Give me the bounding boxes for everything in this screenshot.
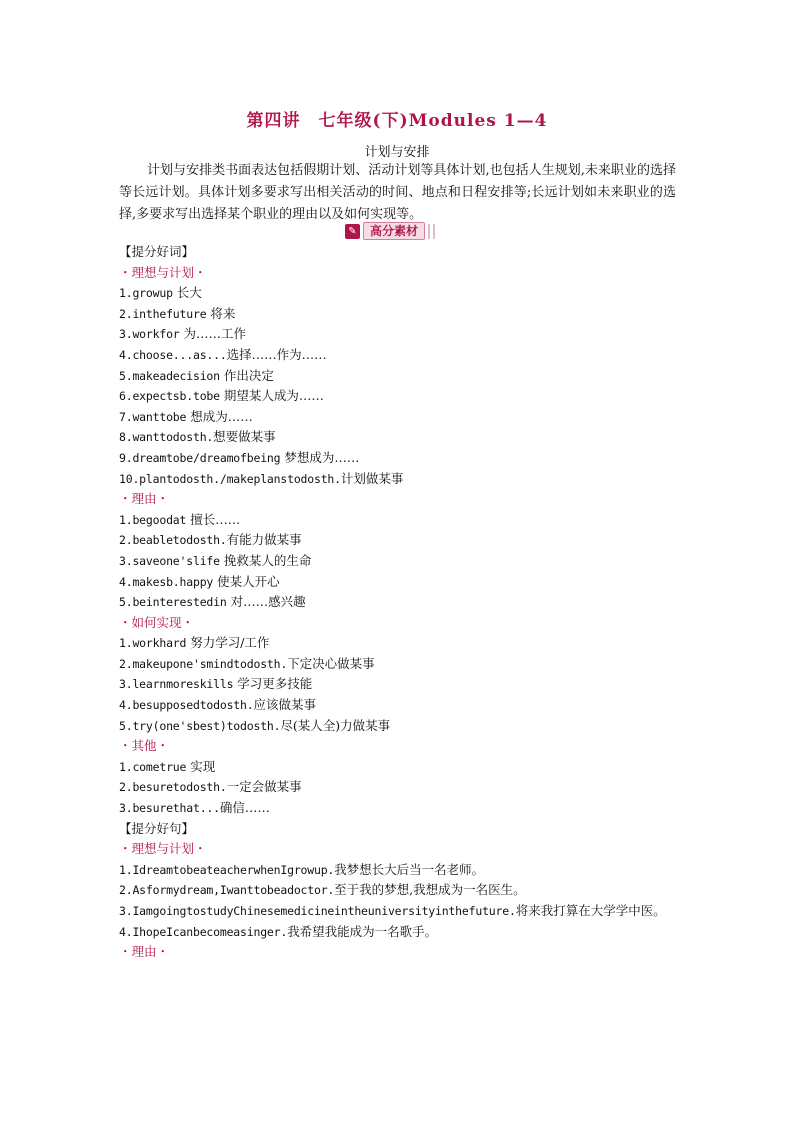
content-body	[119, 242, 679, 963]
item-number: 3.	[119, 677, 133, 692]
item-english: saveone'slife	[132, 553, 220, 568]
item-english: besuretodosth.	[132, 780, 227, 795]
intro-paragraph: 计划与安排类书面表达包括假期计划、活动计划等具体计划,也包括人生规划,未来职业的选择等长远计划。具体计划多要求写出相关活动的时间、地点和日程安排等;长远计划如未来职业的选择,多要求写出选择某个职业的理由以及如何实现等。	[119, 163, 676, 222]
item-chinese: 挽救某人的生命	[219, 552, 312, 568]
item-number: 4.	[119, 924, 133, 939]
item-chinese: 努力学习/工作	[186, 635, 270, 651]
item-chinese: 作出决定	[219, 367, 274, 383]
list-item	[119, 304, 679, 325]
item-chinese: 擅长……	[186, 511, 241, 527]
item-english: expectsb.tobe	[132, 389, 220, 404]
item-english: plantodosth./makeplanstodosth.	[139, 471, 341, 486]
item-english: inthefuture	[132, 306, 207, 321]
banner-divider	[428, 224, 430, 239]
list-item	[119, 448, 679, 469]
item-number: 5.	[119, 718, 133, 733]
subsection-label: ・理想与计划・	[119, 841, 207, 857]
item-english: workfor	[132, 327, 180, 342]
banner-divider	[433, 224, 435, 239]
item-chinese: 为……工作	[179, 326, 247, 342]
subsection-label: ・理由・	[119, 944, 170, 960]
item-english: workhard	[132, 636, 187, 651]
item-english: makeupone'smindtodosth.	[132, 656, 288, 671]
item-chinese: 使某人开心	[213, 573, 280, 589]
list-item	[119, 901, 679, 922]
item-chinese: 梦想成为……	[280, 449, 360, 465]
item-chinese: 期望某人成为……	[219, 388, 324, 404]
item-number: 5.	[119, 368, 133, 383]
item-chinese: 选择……作为……	[226, 346, 327, 362]
item-english: dreamtobe/dreamofbeing	[132, 450, 281, 465]
item-number: 1.	[119, 512, 133, 527]
subsection-label: ・理想与计划・	[119, 264, 207, 280]
sentences-groups	[119, 839, 679, 963]
item-number: 5.	[119, 595, 133, 610]
item-chinese: 计划做某事	[340, 470, 404, 486]
item-number: 10.	[119, 471, 140, 486]
list-item	[119, 551, 679, 572]
list-item	[119, 716, 679, 737]
item-chinese: 应该做某事	[253, 697, 316, 713]
item-number: 9.	[119, 450, 133, 465]
item-number: 2.	[119, 656, 133, 671]
item-number: 2.	[119, 533, 133, 548]
list-item	[119, 592, 679, 613]
list-item	[119, 283, 679, 304]
item-number: 4.	[119, 698, 133, 713]
item-chinese: 一定会做某事	[226, 779, 302, 795]
list-item	[119, 798, 679, 819]
list-item	[119, 345, 679, 366]
item-chinese: 对……感兴趣	[226, 594, 306, 610]
item-english: beinterestedin	[132, 595, 227, 610]
item-chinese: 下定决心做某事	[287, 655, 375, 671]
list-item	[119, 469, 679, 490]
list-item	[119, 695, 679, 716]
item-chinese: 想成为……	[186, 408, 253, 424]
words-heading: 【提分好词】	[119, 244, 195, 259]
item-english: wanttodosth.	[132, 430, 214, 445]
item-number: 6.	[119, 389, 133, 404]
item-chinese: 有能力做某事	[226, 532, 302, 548]
subsection-label: ・如何实现・	[119, 614, 195, 630]
item-chinese: 将来	[206, 305, 236, 321]
item-number: 1.	[119, 286, 133, 301]
list-item	[119, 654, 679, 675]
list-item	[119, 407, 679, 428]
book-icon: ✎	[345, 224, 360, 239]
item-english: IhopeIcanbecomeasinger.	[132, 924, 288, 939]
list-item	[119, 366, 679, 387]
item-number: 4.	[119, 347, 133, 362]
list-item	[119, 633, 679, 654]
item-english: Asformydream,Iwanttobeadoctor.	[132, 883, 335, 898]
item-english: cometrue	[132, 759, 187, 774]
item-chinese: 将来我打算在大学学中医。	[515, 903, 666, 918]
item-english: begoodat	[132, 512, 187, 527]
item-chinese: 我梦想长大后当一名老师。	[334, 861, 485, 877]
item-english: IamgoingtostudyChinesemedicineintheuniversityinthefuture.	[132, 904, 516, 918]
subsection-label: ・其他・	[119, 738, 170, 754]
item-english: try(one'sbest)todosth.	[132, 718, 281, 733]
item-number: 2.	[119, 780, 133, 795]
list-item	[119, 922, 679, 943]
sentences-heading: 【提分好句】	[119, 820, 195, 836]
list-item	[119, 530, 679, 551]
words-groups	[119, 263, 679, 819]
list-item	[119, 572, 679, 593]
item-english: growup	[132, 286, 173, 301]
list-item	[119, 324, 679, 345]
item-chinese: 学习更多技能	[233, 676, 313, 692]
list-item	[119, 510, 679, 531]
item-english: beabletodosth.	[132, 533, 227, 548]
item-number: 2.	[119, 306, 133, 321]
item-number: 3.	[119, 801, 133, 816]
item-number: 3.	[119, 904, 133, 918]
list-item	[119, 880, 679, 901]
item-chinese: 实现	[186, 758, 216, 774]
item-english: makeadecision	[132, 368, 220, 383]
list-item	[119, 757, 679, 778]
item-chinese: 确信……	[219, 800, 270, 816]
item-chinese: 想要做某事	[213, 429, 276, 445]
list-item	[119, 674, 679, 695]
item-english: IdreamtobeateacherwhenIgrowup.	[132, 862, 335, 877]
item-number: 7.	[119, 409, 133, 424]
item-english: wanttobe	[132, 409, 187, 424]
item-chinese: 长大	[172, 285, 202, 301]
page-title: 第四讲 七年级(下)Modules 1—4	[246, 111, 548, 131]
item-number: 3.	[119, 327, 133, 342]
item-number: 4.	[119, 574, 133, 589]
banner-label: 高分素材	[363, 222, 425, 240]
item-english: besurethat...	[132, 801, 220, 816]
item-chinese: 我希望我能成为一名歌手。	[287, 923, 438, 939]
subsection-label: ・理由・	[119, 491, 170, 507]
page-subtitle: 计划与安排	[364, 145, 430, 160]
list-item	[119, 777, 679, 798]
item-english: choose...as...	[132, 347, 227, 362]
item-chinese: 尽(某人全)力做某事	[280, 717, 391, 733]
item-english: besupposedtodosth.	[132, 698, 254, 713]
item-number: 2.	[119, 883, 133, 898]
list-item	[119, 860, 679, 881]
list-item	[119, 386, 679, 407]
item-number: 1.	[119, 636, 133, 651]
item-number: 8.	[119, 430, 133, 445]
list-item	[119, 427, 679, 448]
item-english: makesb.happy	[132, 574, 214, 589]
item-number: 1.	[119, 759, 133, 774]
section-banner	[345, 222, 435, 240]
item-english: learnmoreskills	[132, 677, 234, 692]
item-number: 1.	[119, 862, 133, 877]
item-number: 3.	[119, 553, 133, 568]
item-chinese: 至于我的梦想,我想成为一名医生。	[334, 882, 526, 898]
